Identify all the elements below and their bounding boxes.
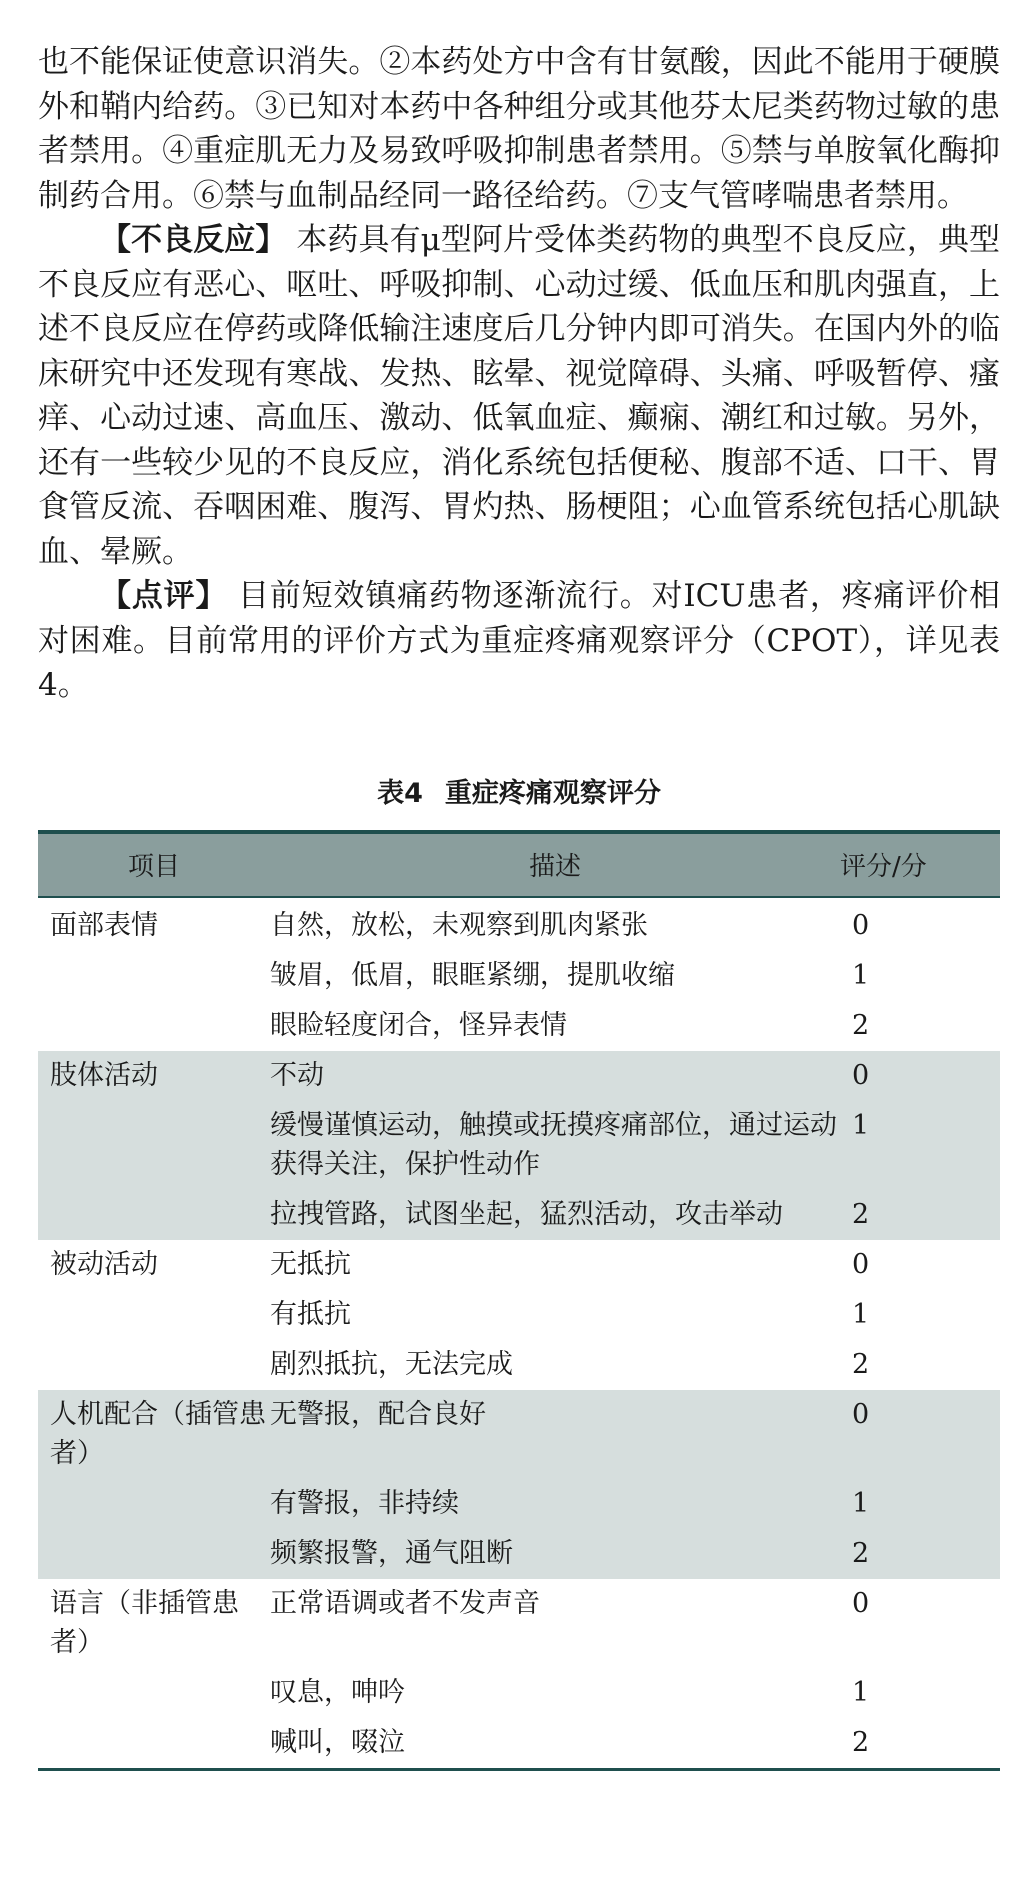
score-cell: 1: [852, 1298, 870, 1330]
header-row: [38, 832, 1000, 897]
paragraph-contraindications: 也不能保证使意识消失。②本药处方中含有甘氨酸，因此不能用于硬膜外和鞘内给药。③已知对本药中各种组分或其他芬太尼类药物过敏的患者禁用。④重症肌无力及易致呼吸抑制患者禁用。⑤禁与单胺氧化酶抑制药合用。⑥禁与血制品经同一路径给药。⑦支气管哮喘患者禁用。: [38, 44, 1000, 214]
text-comment: 目前短效镇痛药物逐渐流行。对ICU患者，疼痛评价相对困难。目前常用的评价方式为重症疼痛观察评分（CPOT），详见表4。: [38, 578, 1001, 703]
item-cell-empty: [38, 1718, 270, 1770]
group-facial-expression: [38, 897, 1000, 1051]
group-limb-movement: [38, 1051, 1000, 1240]
header-description: 描述: [270, 832, 840, 897]
table-row: [38, 897, 1000, 951]
item-cell-empty: [38, 1101, 270, 1190]
item-cell-empty: [38, 1001, 270, 1051]
score-cell: 2: [840, 1718, 1000, 1770]
item-cell-empty: [38, 1190, 270, 1240]
paragraph-adverse-reactions: [38, 218, 1000, 574]
item-cell-empty: [38, 1529, 270, 1579]
header-item: 项目: [38, 832, 270, 897]
item-cell: 人机配合（插管患者）: [50, 1398, 266, 1469]
item-cell-empty: [38, 951, 270, 1001]
item-cell-empty: [38, 1479, 270, 1529]
table-header: [38, 832, 1000, 897]
description-cell: 喊叫，啜泣: [270, 1718, 840, 1770]
score-cell: 2: [852, 1537, 870, 1569]
item-cell-empty: [38, 1340, 270, 1390]
score-cell: 2: [852, 1198, 870, 1230]
table-row: [38, 1340, 1000, 1390]
score-cell: 1: [852, 1109, 870, 1141]
description-cell: 自然，放松，未观察到肌肉紧张: [270, 909, 648, 941]
group-vocalization: [38, 1579, 1000, 1770]
table-row: [38, 951, 1000, 1001]
score-cell: 0: [852, 1587, 870, 1619]
score-cell: 2: [852, 1009, 870, 1041]
table-row: [38, 1101, 1000, 1190]
score-cell: 0: [852, 1248, 870, 1280]
table-title: 重症疼痛观察评分: [444, 777, 661, 809]
label-adverse-reactions: 【不良反应】: [100, 222, 287, 258]
description-cell: 皱眉，低眉，眼眶紧绷，提肌收缩: [270, 959, 675, 991]
score-cell: 2: [852, 1348, 870, 1380]
table-row: [38, 1718, 1000, 1770]
description-cell: 无抵抗: [270, 1248, 351, 1280]
description-cell: 有警报，非持续: [270, 1487, 459, 1519]
table-row: [38, 1579, 1000, 1668]
item-cell: 肢体活动: [50, 1059, 158, 1091]
table-row: [38, 1001, 1000, 1051]
item-cell-empty: [38, 1290, 270, 1340]
label-comment: 【点评】: [100, 578, 228, 614]
document-page: [38, 40, 1000, 1771]
score-cell: 0: [852, 1059, 870, 1091]
text-adverse-reactions: 本药具有μ型阿片受体类药物的典型不良反应，典型不良反应有恶心、呕吐、呼吸抑制、心动过缓、低血压和肌肉强直，上述不良反应在停药或降低输注速度后几分钟内即可消失。在国内外的临床研究中还发现有寒战、发热、眩晕、视觉障碍、头痛、呼吸暂停、瘙痒、心动过速、高血压、激动、低氧血症、癫痫、潮红和过敏。另外，还有一些较少见的不良反应，消化系统包括便秘、腹部不适、口干、胃食管反流、吞咽困难、腹泻、胃灼热、肠梗阻；心血管系统包括心肌缺血、晕厥。: [38, 222, 1001, 570]
group-ventilator-compliance: [38, 1390, 1000, 1579]
description-cell: 缓慢谨慎运动，触摸或抚摸疼痛部位，通过运动获得关注，保护性动作: [270, 1109, 837, 1180]
description-cell: 频繁报警，通气阻断: [270, 1537, 513, 1569]
description-cell: 有抵抗: [270, 1298, 351, 1330]
description-cell: 无警报，配合良好: [270, 1398, 486, 1430]
item-cell: 面部表情: [50, 909, 158, 941]
description-cell: 剧烈抵抗，无法完成: [270, 1348, 513, 1380]
table-number: 表4: [377, 777, 423, 809]
description-cell: 正常语调或者不发声音: [270, 1587, 540, 1619]
cpot-table: [38, 830, 1000, 1771]
item-cell-empty: [38, 1668, 270, 1718]
description-cell: 不动: [270, 1059, 324, 1091]
table-row: [38, 1390, 1000, 1479]
paragraph-comment: [38, 574, 1000, 708]
group-passive-movement: [38, 1240, 1000, 1390]
score-cell: 0: [852, 1398, 870, 1430]
header-score: 评分/分: [840, 832, 1000, 897]
score-cell: 1: [852, 1487, 870, 1519]
table-row: [38, 1240, 1000, 1290]
table-row: [38, 1190, 1000, 1240]
table-row: [38, 1479, 1000, 1529]
table-row: [38, 1668, 1000, 1718]
item-cell: 语言（非插管患者）: [50, 1587, 239, 1658]
table-caption: [38, 776, 1000, 812]
table-row: [38, 1051, 1000, 1101]
item-cell: 被动活动: [50, 1248, 158, 1280]
table-row: [38, 1290, 1000, 1340]
description-cell: 眼睑轻度闭合，怪异表情: [270, 1009, 567, 1041]
score-cell: 0: [852, 909, 870, 941]
description-cell: 叹息，呻吟: [270, 1676, 405, 1708]
description-cell: 拉拽管路，试图坐起，猛烈活动，攻击举动: [270, 1198, 783, 1230]
score-cell: 1: [852, 959, 870, 991]
score-cell: 1: [852, 1676, 870, 1708]
table-row: [38, 1529, 1000, 1579]
